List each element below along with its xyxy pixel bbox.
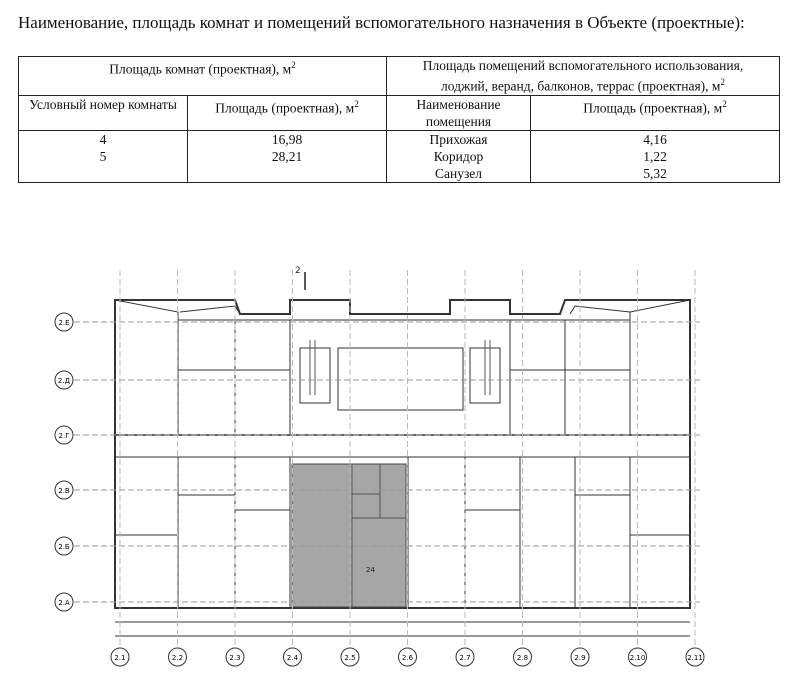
axis-label: 2.6: [401, 654, 414, 662]
floor-plan: [0, 250, 798, 675]
col-aux-area: Площадь (проектная), $м^2$: [531, 95, 780, 130]
area-table: [18, 56, 780, 183]
col-aux-name: Наименование помещения: [387, 95, 531, 130]
axis-label: 2.Г: [58, 432, 70, 440]
col-room-area: Площадь (проектная), $м^2$: [188, 95, 387, 130]
axis-label: 2.1: [114, 654, 126, 662]
axis-label: 2.5: [344, 654, 356, 662]
section-mark: 2: [295, 266, 301, 276]
axis-label: 2.3: [229, 654, 241, 662]
central-core: [290, 320, 510, 435]
axis-label: 2.4: [286, 654, 299, 662]
document-title: Наименование, площадь комнат и помещений вспомогательного назначения в Объекте (проектные):: [18, 13, 745, 32]
axis-label: 2.В: [58, 487, 70, 495]
axis-label: 2.А: [58, 599, 70, 607]
aux-header: Площадь помещений вспомогательного использования, лоджий, веранд, балконов, террас (проектная), $м^2$: [387, 57, 780, 96]
axis-label: 2.2: [171, 654, 184, 662]
axis-label: 2.9: [574, 654, 586, 662]
axis-label: 2.Е: [58, 319, 70, 327]
highlighted-apartment: [292, 464, 406, 607]
apartment-label: 24: [366, 566, 375, 574]
rooms-header: Площадь комнат (проектная), $м^2$: [19, 57, 387, 96]
table-row: Санузел 5,32: [19, 165, 780, 183]
axis-label: 2.7: [459, 654, 471, 662]
table-row: 4 16,98 Прихожая 4,16: [19, 130, 780, 148]
col-room-no: Условный номер комнаты: [19, 95, 188, 130]
axis-label: 2.11: [687, 654, 703, 662]
axis-label: 2.8: [516, 654, 529, 662]
axis-label: 2.Д: [57, 377, 71, 385]
axis-label: 2.Б: [58, 543, 70, 551]
axis-label: 2.10: [629, 654, 646, 662]
table-row: 5 28,21 Коридор 1,22: [19, 148, 780, 165]
